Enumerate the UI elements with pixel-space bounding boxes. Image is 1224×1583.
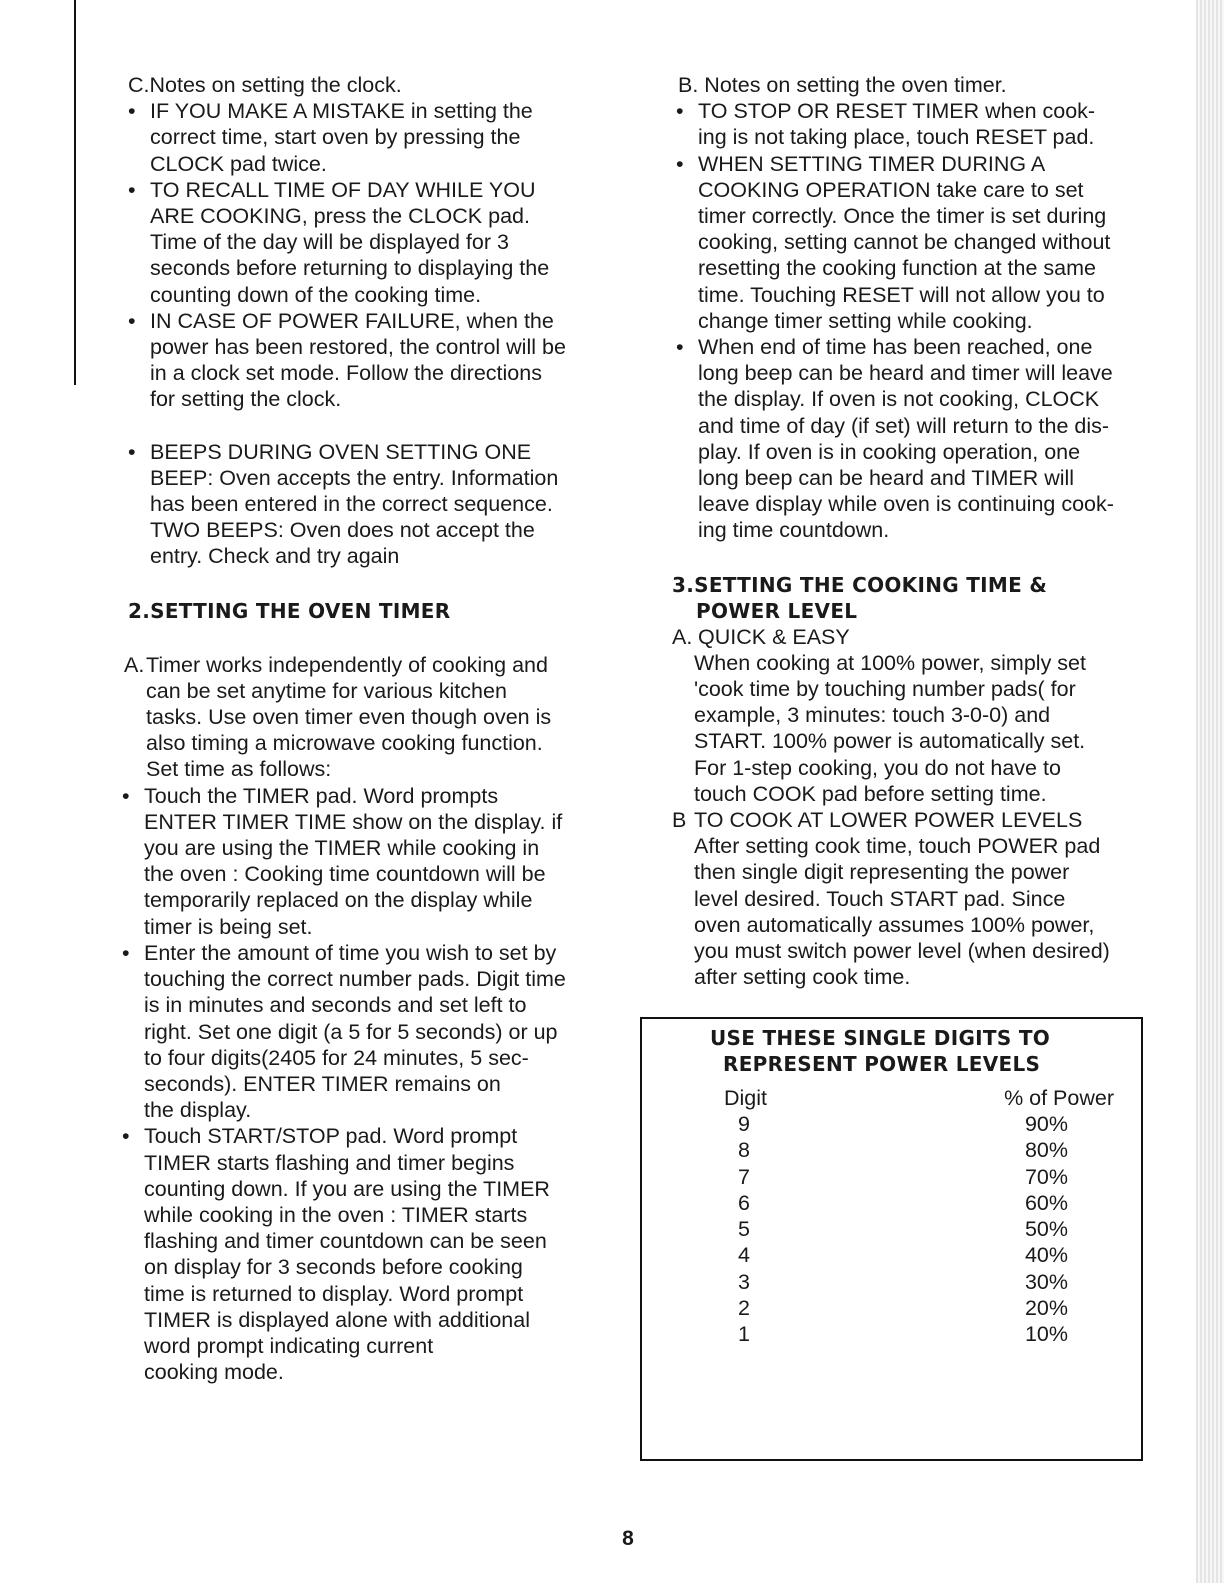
text-line: play. If oven is in cooking operation, one [698,439,1081,464]
bullet-icon: • [676,99,684,124]
text-line: ENTER TIMER TIME show on the display. if [144,809,563,834]
digit-cell: 7 [738,1164,750,1189]
power-level-table [640,1017,1143,1461]
spacer [128,570,598,598]
digit-cell: 3 [738,1269,750,1294]
cooking-time-heading-line2: POWER LEVEL [696,598,858,623]
power-cell: 20% [1024,1296,1068,1321]
power-cell: 10% [1024,1322,1068,1347]
bullet-item [676,334,1142,544]
left-column [122,72,598,1385]
text-line: TO RECALL TIME OF DAY WHILE YOU [150,177,536,202]
text-line: after setting cook time. [694,965,911,990]
text-line: ing is not taking place, touch RESET pad. [698,125,1095,150]
text-line: correct time, start oven by pressing the [150,125,521,150]
power-table-row [738,1137,1068,1163]
text-line: then single digit representing the power [694,860,1070,885]
text-line: ARE COOKING, press the CLOCK pad. [150,204,530,229]
text-line: right. Set one digit (a 5 for 5 seconds) or up [144,1019,558,1044]
bullet-icon: • [122,783,130,808]
oven-timer-intro [124,652,598,783]
digit-cell: 8 [738,1138,750,1163]
bullet-item [128,98,598,177]
power-table-row [738,1269,1068,1295]
text-line: the display. If oven is not cooking, CLOCK [698,387,1100,412]
power-table-title-line1: USE THESE SINGLE DIGITS TO [710,1026,1051,1050]
right-column [672,72,1142,991]
text-line: START. 100% power is automatically set. [694,729,1086,754]
text-line: WHEN SETTING TIMER DURING A [698,151,1046,176]
text-line: IF YOU MAKE A MISTAKE in setting the [150,99,533,124]
bullet-icon: • [122,1124,130,1149]
text-line: oven automatically assumes 100% power, [694,912,1095,937]
text-line: Touch the TIMER pad. Word prompts [144,783,499,808]
text-line: BEEP: Oven accepts the entry. Information [150,465,559,490]
text-line: TIMER is displayed alone with additional [144,1307,531,1332]
power-table-rows [738,1111,1068,1348]
spacer [128,413,598,439]
bullet-item [128,439,598,570]
text-line: IN CASE OF POWER FAILURE, when the [150,308,554,333]
digit-cell: 5 [738,1217,750,1242]
timer-notes-bullets [676,98,1142,543]
quick-easy-title: QUICK & EASY [698,624,850,649]
text-line: can be set anytime for various kitchen [146,678,507,703]
text-line: BEEPS DURING OVEN SETTING ONE [150,439,532,464]
text-line: After setting cook time, touch POWER pad [694,834,1101,859]
text-line: TIMER starts flashing and timer begins [144,1150,515,1175]
bullet-icon: • [128,439,136,464]
bullet-icon: • [128,177,136,202]
text-line: CLOCK pad twice. [150,151,327,176]
digit-cell: 4 [738,1243,750,1268]
lower-power-body [694,833,1142,990]
power-table-row [738,1242,1068,1268]
text-line: is in minutes and seconds and set left to [144,993,527,1018]
text-line: touching the correct number pads. Digit time [144,967,566,992]
bullet-item [128,308,598,413]
power-cell: 40% [1024,1243,1068,1268]
text-line: temporarily replaced on the display while [144,888,533,913]
page-edge-shadow [1196,0,1224,1583]
bullet-item [676,98,1142,150]
text-line: timer correctly. Once the timer is set during [698,204,1107,229]
quick-easy-body [694,650,1142,807]
text-line: Set time as follows: [146,757,332,782]
text-line: counting down of the cooking time. [150,282,482,307]
bullet-icon: • [128,308,136,333]
text-line: TO STOP OR RESET TIMER when cook- [698,99,1096,124]
digit-cell: 6 [738,1190,750,1215]
page-number: 8 [622,1527,634,1550]
text-line: you are using the TIMER while cooking in [144,836,540,861]
item-letter: B [672,808,687,833]
text-line: Enter the amount of time you wish to set by [144,940,557,965]
power-cell: 60% [1024,1190,1068,1215]
text-line: timer is being set. [144,914,313,939]
text-line: also timing a microwave cooking function. [146,731,543,756]
text-line: entry. Check and try again [150,544,400,569]
spacer [672,544,1142,572]
spacer [128,624,598,652]
text-line: Timer works independently of cooking and [146,652,548,677]
text-line: has been entered in the correct sequence. [150,492,553,517]
intro-text [146,652,598,783]
binding-line [74,0,76,385]
text-line: the display. [144,1098,252,1123]
power-cell: 80% [1024,1138,1068,1163]
text-line: you must switch power level (when desired) [694,939,1110,964]
cooking-time-heading-line1: 3.SETTING THE COOKING TIME & [672,572,1048,597]
digit-cell: 2 [738,1296,750,1321]
text-line: ing time countdown. [698,518,890,543]
text-line: tasks. Use oven timer even though oven is [146,705,552,730]
beeps-bullet [128,439,598,570]
power-cell: 90% [1024,1112,1068,1136]
item-letter: A. [672,624,693,649]
power-table-row [738,1295,1068,1321]
text-line: time is returned to display. Word prompt [144,1281,524,1306]
power-cell: 70% [1024,1164,1068,1189]
text-line: to four digits(2405 for 24 minutes, 5 sec- [144,1045,529,1070]
power-column-header: % of Power [1004,1086,1114,1110]
bullet-icon: • [676,151,684,176]
text-line: change timer setting while cooking. [698,308,1033,333]
power-table-row [738,1321,1068,1347]
text-line: For 1-step cooking, you do not have to [694,755,1061,780]
text-line: long beep can be heard and TIMER will [698,466,1075,491]
text-line: time. Touching RESET will not allow you to [698,282,1105,307]
power-table-row [738,1216,1068,1242]
bullet-item [676,151,1142,334]
digit-column-header: Digit [724,1086,768,1110]
text-line: for setting the clock. [150,387,342,412]
text-line: When end of time has been reached, one [698,335,1093,360]
item-letter: A. [124,652,145,677]
text-line: TWO BEEPS: Oven does not accept the [150,518,535,543]
power-cell: 50% [1024,1217,1068,1242]
bullet-item [122,783,598,940]
clock-notes-bullets [128,98,598,412]
lower-power-title: TO COOK AT LOWER POWER LEVELS [694,808,1083,833]
power-table-row [738,1111,1068,1137]
text-line: When cooking at 100% power, simply set [694,650,1086,675]
text-line: seconds). ENTER TIMER remains on [144,1071,501,1096]
text-line: on display for 3 seconds before cooking [144,1255,523,1280]
timer-notes-title: B. Notes on setting the oven timer. [678,73,1007,97]
text-line: COOKING OPERATION take care to set [698,177,1084,202]
bullet-icon: • [122,940,130,965]
text-line: word prompt indicating current [144,1333,434,1358]
text-line: and time of day (if set) will return to the dis- [698,413,1110,438]
text-line: 'cook time by touching number pads( for [694,677,1076,702]
power-table-row [738,1164,1068,1190]
text-line: cooking mode. [144,1360,284,1385]
text-line: leave display while oven is continuing cook- [698,492,1114,517]
clock-notes-title: C.Notes on setting the clock. [128,73,402,97]
power-table-title-line2: REPRESENT POWER LEVELS [723,1052,1041,1076]
text-line: Touch START/STOP pad. Word prompt [144,1124,518,1149]
bullet-item [122,1123,598,1385]
digit-cell: 1 [738,1322,750,1347]
text-line: long beep can be heard and timer will leave [698,361,1113,386]
power-table-title [710,1025,1050,1077]
text-line: power has been restored, the control will be [150,335,566,360]
oven-timer-heading: 2.SETTING THE OVEN TIMER [128,598,451,623]
text-line: level desired. Touch START pad. Since [694,886,1066,911]
text-line: flashing and timer countdown can be seen [144,1229,547,1254]
lower-power-section [672,807,1142,990]
oven-timer-bullets [122,783,598,1386]
bullet-icon: • [128,99,136,124]
text-line: seconds before returning to displaying the [150,256,550,281]
bullet-icon: • [676,335,684,360]
quick-easy-section [672,624,1142,807]
bullet-item [128,177,598,308]
power-table-row [738,1190,1068,1216]
text-line: in a clock set mode. Follow the directions [150,361,542,386]
text-line: touch COOK pad before setting time. [694,781,1047,806]
text-line: Time of the day will be displayed for 3 [150,230,509,255]
power-cell: 30% [1024,1269,1068,1294]
text-line: resetting the cooking function at the same [698,256,1096,281]
text-line: example, 3 minutes: touch 3-0-0) and [694,703,1051,728]
text-line: cooking, setting cannot be changed without [698,230,1111,255]
bullet-item [122,940,598,1123]
text-line: the oven : Cooking time countdown will be [144,862,546,887]
text-line: while cooking in the oven : TIMER starts [144,1202,528,1227]
digit-cell: 9 [738,1112,750,1136]
text-line: counting down. If you are using the TIMER [144,1176,550,1201]
